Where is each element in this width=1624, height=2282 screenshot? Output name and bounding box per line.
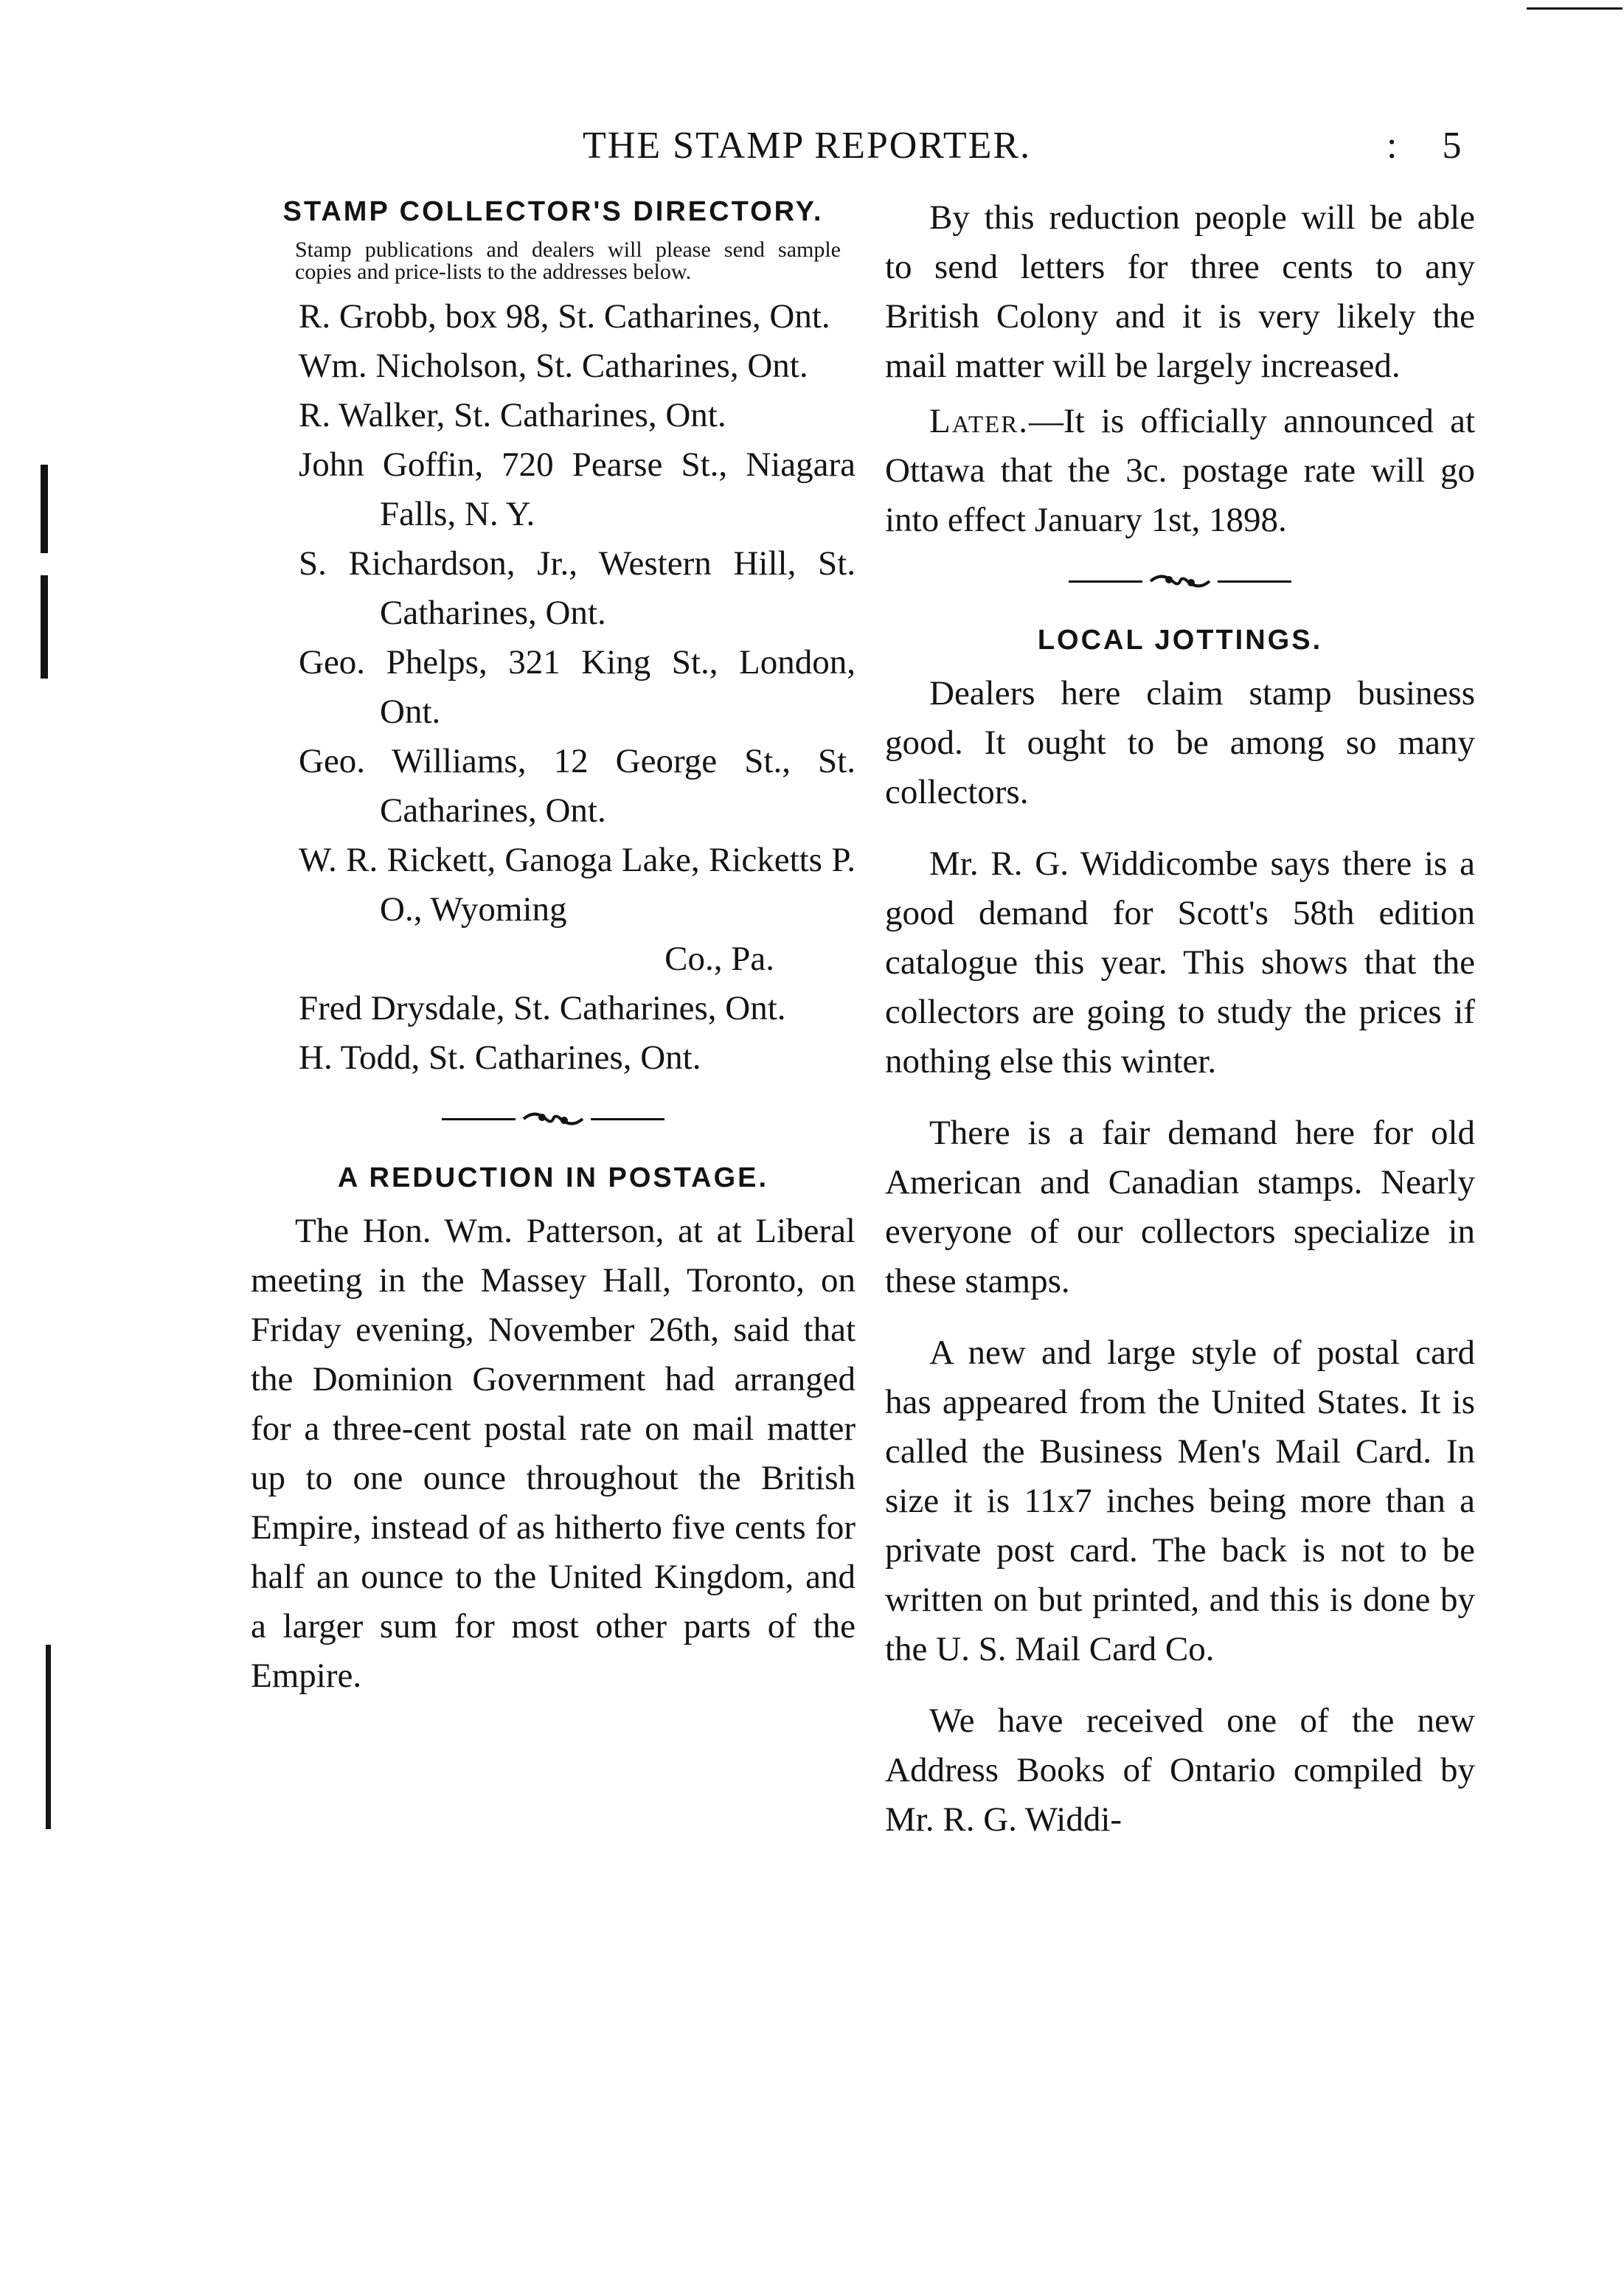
reduction-continuation: By this reduction people will be able to send letters for three cents to any British Colony and it is very likely the mail matter will be largely increased. [885, 198, 1475, 385]
directory-entry: John Goffin, 720 Pearse St., Niagara Falls, N. Y. [299, 445, 856, 533]
binding-mark [46, 1645, 51, 1829]
directory-entry: S. Richardson, Jr., Western Hill, St. Catharines, Ont. [299, 544, 856, 632]
directory-entry: H. Todd, St. Catharines, Ont. [299, 1038, 701, 1077]
directory-entry-continuation: Co., Pa. [664, 940, 774, 978]
jotting-paragraph: A new and large style of postal card has appeared from the United States. It is called the Business Men's Mail Card. In size it is 11x7 inches being more than a private post card. The back is not to be written on but printed, and this is done by the U. S. Mail Card Co. [885, 1334, 1475, 1668]
directory-entry: Wm. Nicholson, St. Catharines, Ont. [299, 347, 808, 385]
divider-line [1218, 580, 1291, 583]
divider-line [442, 1118, 516, 1120]
right-column [885, 193, 1475, 1867]
reduction-paragraph: The Hon. Wm. Patterson, at at Liberal meeting in the Massey Hall, Toronto, on Friday evening, November 26th, said that the Dominion Government had arranged for a three-cent postal rate on mail matter up to one ounce throughout the British Empire, instead of as hitherto five cents for half an ounce to the United Kingdom, and a larger sum for most other parts of the Empire. [251, 1212, 856, 1695]
scroll-ornament-icon [1147, 570, 1213, 592]
ornament-divider [251, 1108, 856, 1130]
reduction-heading: A REDUCTION IN POSTAGE. [337, 1162, 769, 1193]
jotting-paragraph: Dealers here claim stamp business good. It ought to be among so many collectors. [885, 674, 1475, 811]
directory-entry: R. Grobb, box 98, St. Catharines, Ont. [299, 297, 830, 336]
later-text: —It is officially announced at Ottawa that the 3c. postage rate will go into effect January 1st, 1898. [885, 402, 1475, 539]
running-title: THE STAMP REPORTER. [583, 125, 1032, 167]
directory-entry: Geo. Williams, 12 George St., St. Catharines, Ont. [299, 742, 856, 830]
directory-entry: R. Walker, St. Catharines, Ont. [299, 396, 726, 434]
divider-line [591, 1118, 664, 1120]
directory-entry-text: W. R. Rickett, Ganoga Lake, Ricketts P. O., Wyoming [299, 841, 856, 929]
left-column [251, 193, 856, 1723]
divider-line [1069, 580, 1142, 583]
binding-mark [41, 575, 48, 679]
later-paragraph [885, 397, 1475, 545]
local-jottings-heading: LOCAL JOTTINGS. [1037, 625, 1323, 656]
directory-entry: Geo. Phelps, 321 King St., London, Ont. [299, 643, 856, 731]
top-edge-rule [1527, 7, 1623, 10]
later-label: Later. [929, 402, 1029, 440]
directory-note: Stamp publications and dealers will please send sample copies and price-lists to the addresses below. [295, 237, 841, 284]
jotting-paragraph: There is a fair demand here for old American and Canadian stamps. Nearly everyone of our collectors specialize in these stamps. [885, 1114, 1475, 1300]
directory-heading: STAMP COLLECTOR'S DIRECTORY. [282, 196, 824, 227]
jotting-paragraph: We have received one of the new Address Books of Ontario compiled by Mr. R. G. Widdi- [885, 1702, 1475, 1839]
ornament-divider [885, 570, 1475, 592]
jotting-paragraph: Mr. R. G. Widdicombe says there is a good demand for Scott's 58th edition catalogue this year. This shows that the collectors are going to study the prices if nothing else this winter. [885, 845, 1475, 1081]
directory-entry [251, 836, 856, 984]
binding-mark [41, 465, 48, 553]
scroll-ornament-icon [520, 1108, 586, 1130]
directory-entry: Fred Drysdale, St. Catharines, Ont. [299, 989, 786, 1027]
page-number: : 5 [1387, 125, 1479, 167]
